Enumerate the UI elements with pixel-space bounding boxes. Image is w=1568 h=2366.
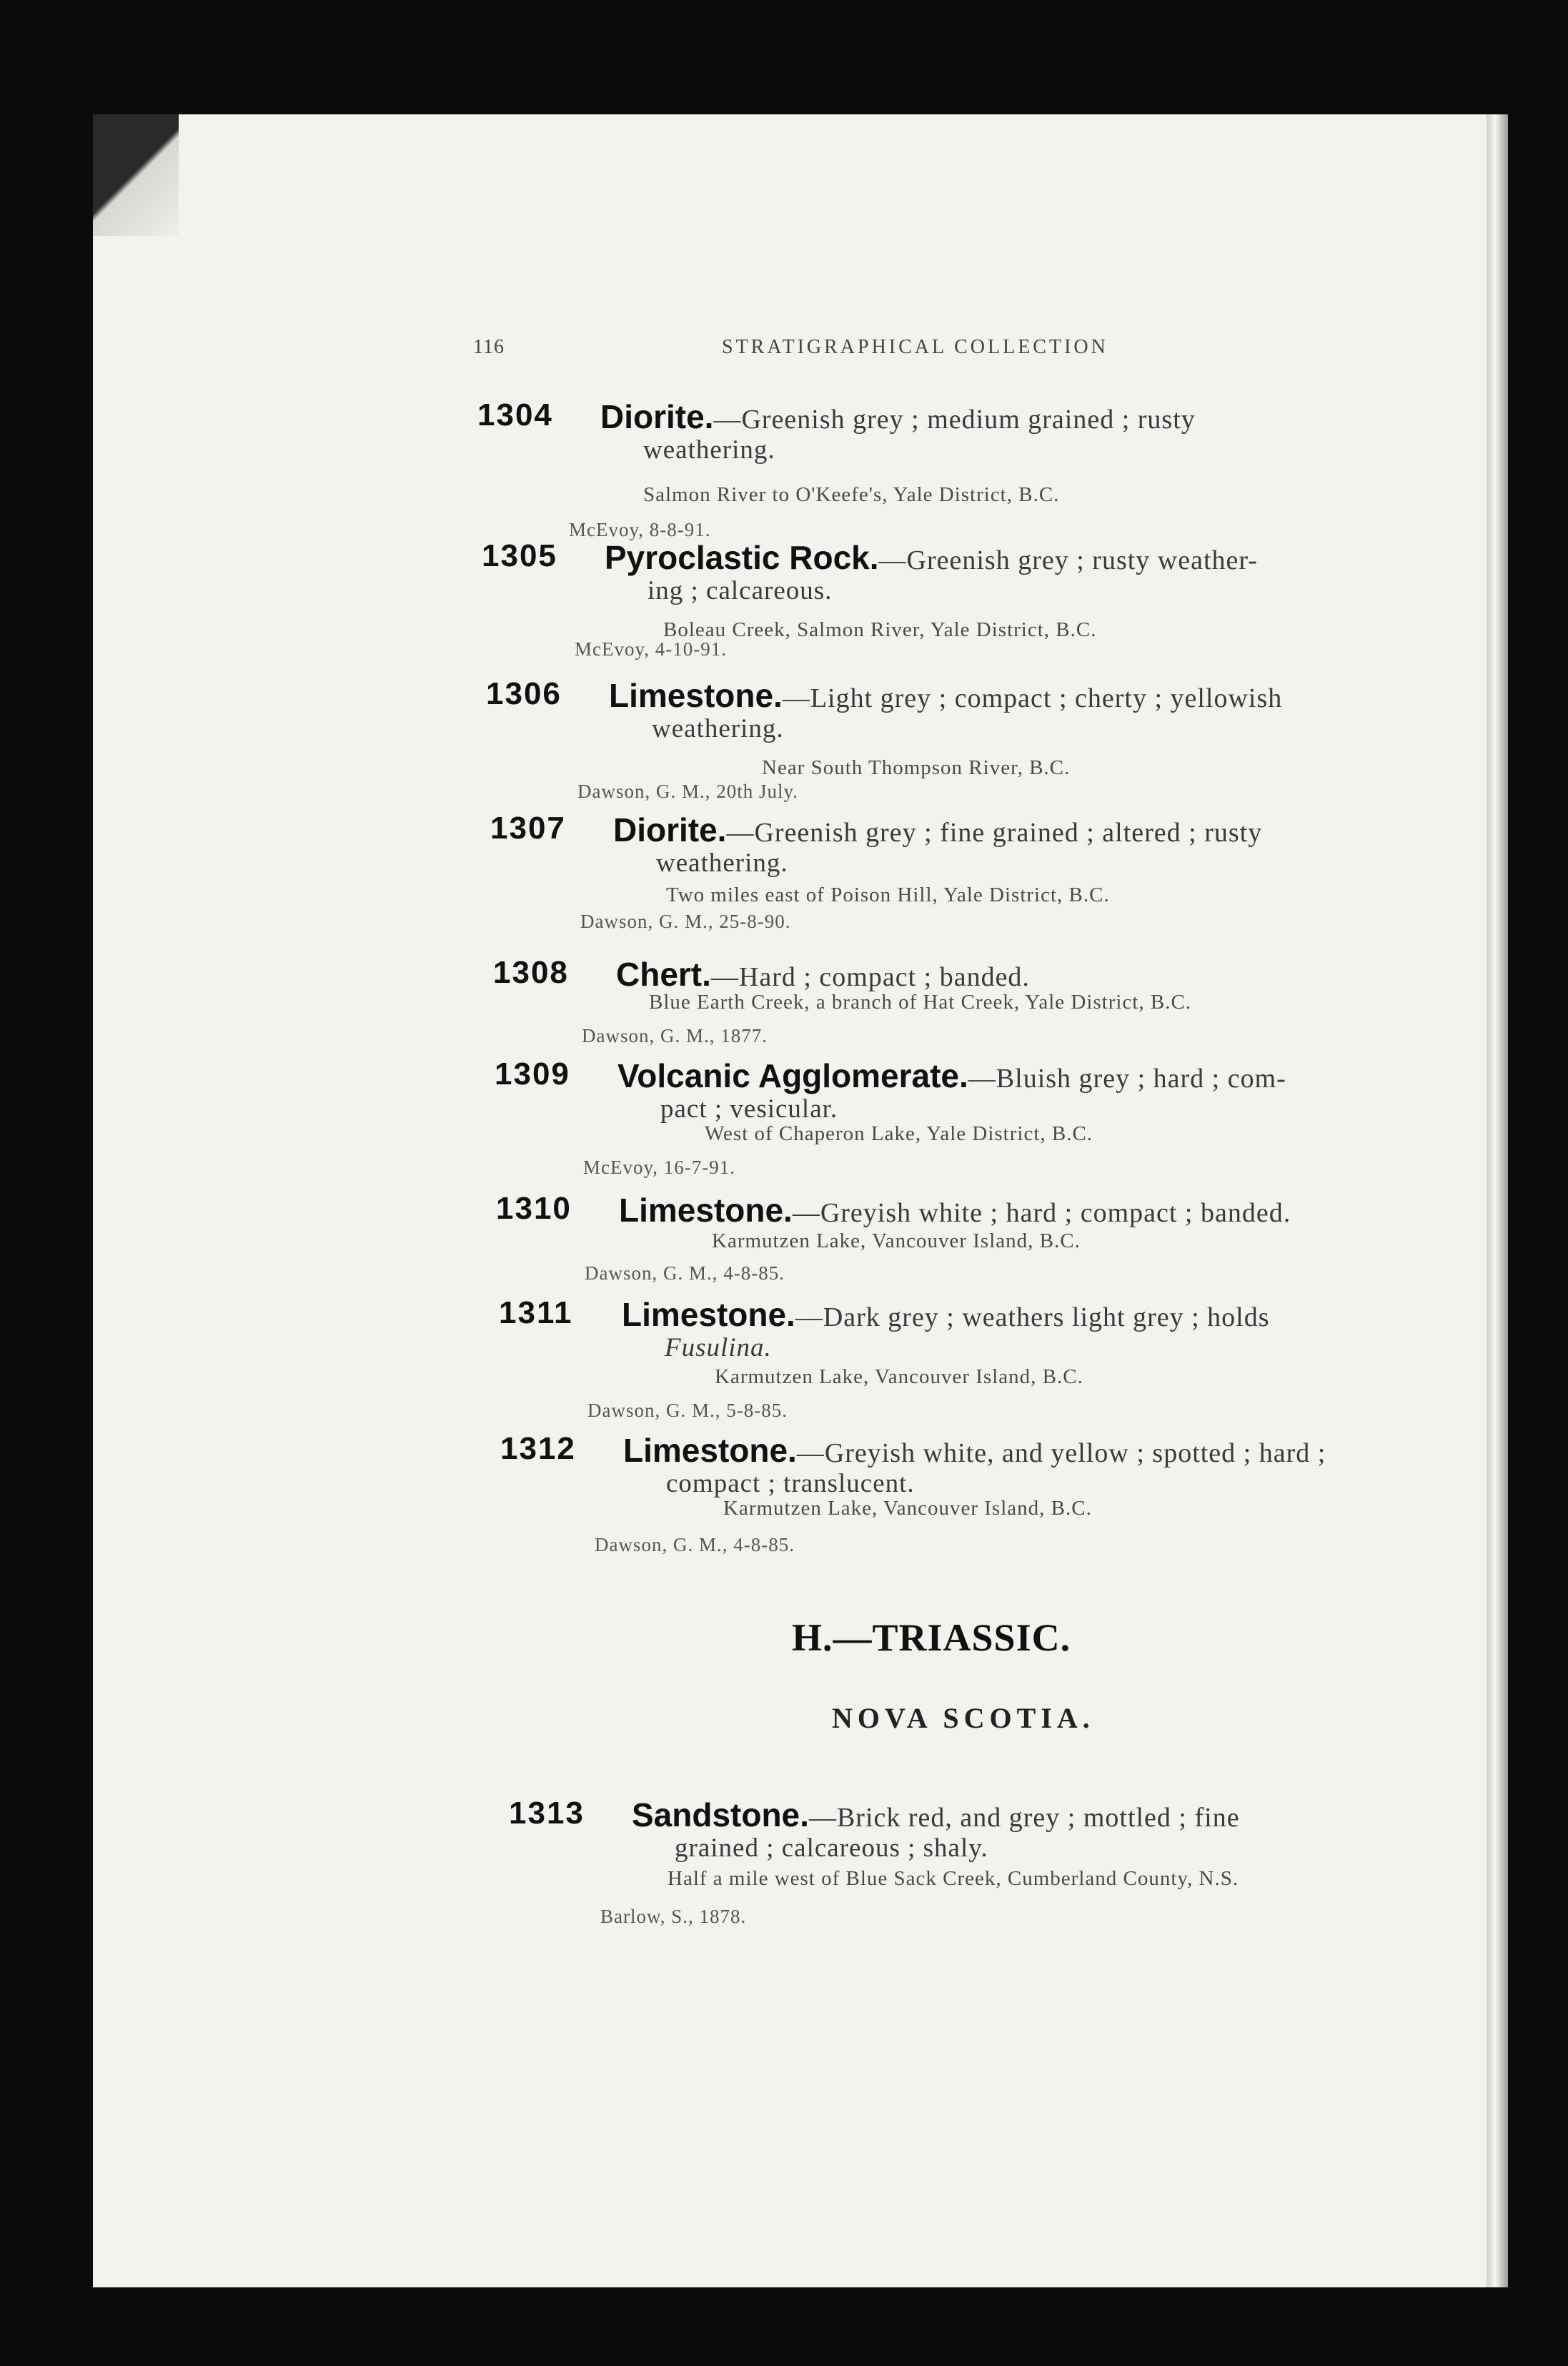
specimen-locality: West of Chaperon Lake, Yale District, B.C. [705, 1122, 1093, 1145]
specimen-number: 1306 [486, 676, 562, 711]
specimen-number: 1304 [477, 397, 553, 432]
specimen-number: 1308 [493, 955, 569, 990]
specimen-description: —Greyish white, and yellow ; spotted ; hard ; [796, 1438, 1326, 1468]
specimen-locality: Salmon River to O'Keefe's, Yale District, B.C. [643, 483, 1060, 506]
specimen-number: 1311 [499, 1295, 573, 1330]
page-corner-fold [93, 114, 179, 236]
specimen-collector: McEvoy, 4-10-91. [575, 638, 727, 660]
specimen-name: Diorite. [600, 398, 714, 435]
specimen-name: Chert. [616, 956, 711, 993]
specimen-locality: Karmutzen Lake, Vancouver Island, B.C. [712, 1229, 1081, 1252]
specimen-name: Diorite. [613, 811, 727, 848]
specimen-collector: McEvoy, 16-7-91. [583, 1157, 735, 1178]
specimen-locality: Blue Earth Creek, a branch of Hat Creek, Yale District, B.C. [649, 991, 1192, 1014]
specimen-description: —Greenish grey ; medium grained ; rusty [713, 405, 1196, 435]
specimen-number: 1309 [495, 1056, 570, 1092]
specimen-description-cont: compact ; translucent. [666, 1469, 915, 1498]
specimen-collector: Dawson, G. M., 4-8-85. [595, 1534, 795, 1555]
specimen-collector: McEvoy, 8-8-91. [569, 519, 711, 540]
specimen-locality: Karmutzen Lake, Vancouver Island, B.C. [715, 1365, 1083, 1388]
specimen-description-cont: pact ; vesicular. [660, 1094, 838, 1124]
specimen-collector: Dawson, G. M., 20th July. [577, 781, 799, 802]
specimen-number: 1305 [482, 538, 557, 573]
specimen-description-cont: weathering. [643, 435, 775, 465]
specimen-name: Limestone. [623, 1432, 797, 1469]
page-number: 116 [473, 336, 505, 358]
section-subheading: NOVA SCOTIA. [832, 1702, 1095, 1734]
section-heading: H.—TRIASSIC. [792, 1616, 1071, 1659]
specimen-name: Limestone. [609, 677, 783, 714]
specimen-description: —Dark grey ; weathers light grey ; holds [795, 1302, 1270, 1332]
specimen-description-cont: grained ; calcareous ; shaly. [675, 1833, 988, 1863]
specimen-locality: Half a mile west of Blue Sack Creek, Cumberland County, N.S. [668, 1867, 1239, 1890]
specimen-collector: Dawson, G. M., 4-8-85. [585, 1262, 785, 1284]
specimen-number: 1307 [490, 811, 566, 846]
specimen-number: 1310 [496, 1191, 572, 1226]
running-title: STRATIGRAPHICAL COLLECTION [722, 336, 1108, 358]
specimen-description: —Greenish grey ; fine grained ; altered ; rusty [726, 818, 1263, 848]
specimen-collector: Dawson, G. M., 1877. [582, 1025, 768, 1046]
specimen-number: 1313 [509, 1796, 585, 1831]
genus-name: Fusulina. [665, 1333, 772, 1362]
specimen-description: —Greyish white ; hard ; compact ; banded. [792, 1198, 1291, 1228]
specimen-number: 1312 [500, 1431, 576, 1466]
specimen-locality: Two miles east of Poison Hill, Yale District, B.C. [666, 883, 1110, 906]
specimen-description: —Bluish grey ; hard ; com- [968, 1064, 1286, 1094]
specimen-locality: Near South Thompson River, B.C. [762, 756, 1071, 779]
specimen-name: Limestone. [622, 1296, 795, 1333]
specimen-description: —Light grey ; compact ; cherty ; yellowish [782, 683, 1283, 713]
specimen-collector: Barlow, S., 1878. [600, 1906, 747, 1927]
specimen-locality: Boleau Creek, Salmon River, Yale District, B.C. [663, 618, 1097, 641]
specimen-description-cont: weathering. [656, 848, 788, 878]
specimen-description: —Greenish grey ; rusty weather- [878, 545, 1258, 575]
specimen-description: —Brick red, and grey ; mottled ; fine [808, 1803, 1240, 1833]
specimen-collector: Dawson, G. M., 5-8-85. [587, 1400, 788, 1421]
specimen-name: Sandstone. [632, 1796, 809, 1833]
specimen-name: Limestone. [619, 1192, 793, 1229]
specimen-description-cont: ing ; calcareous. [647, 576, 833, 605]
specimen-name: Pyroclastic Rock. [605, 539, 879, 576]
page-edge [1487, 114, 1508, 2287]
specimen-collector: Dawson, G. M., 25-8-90. [580, 911, 791, 932]
specimen-description: —Hard ; compact ; banded. [710, 962, 1030, 992]
specimen-description-cont: weathering. [652, 714, 784, 743]
specimen-locality: Karmutzen Lake, Vancouver Island, B.C. [723, 1497, 1092, 1520]
specimen-name: Volcanic Agglomerate. [617, 1057, 968, 1094]
